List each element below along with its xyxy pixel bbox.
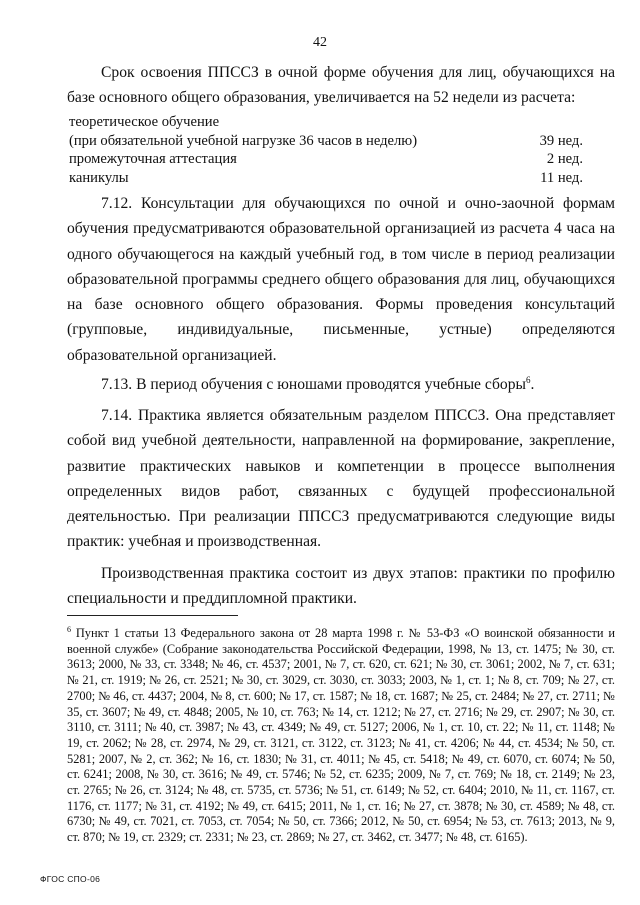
document-stamp: ФГОС СПО-06 — [40, 874, 101, 884]
attestation-label: промежуточная аттестация — [69, 151, 237, 167]
schedule-row-theory — [69, 113, 583, 132]
intro-paragraph: Срок освоения ППССЗ в очной форме обучения для лиц, обучающихся на базе основного общего образования, увеличивается на 52 недели из расчета: — [67, 64, 615, 107]
footnote-text: Пункт 1 статьи 13 Федерального закона от 28 марта 1998 г. № 53-ФЗ «О воинской обязанности и военной службе» (Собрание законодательства Российской Федерации, 1998, № 13, ст. 1475; № 30, ст. 3613; 2000, № 33, ст. 3348; № 46, ст. 4537; 2001, № 7, ст. 620, ст. 621; № 30, ст. 3061; 2002, № 7, ст. 631; № 21, ст. 1919; № 26, ст. 2521; № 30, ст. 3029, ст. 3030, ст. 3033; 2003, № 1, ст. 1; № 8, ст. 709; № 27, ст. 2700; № 46, ст. 4437; 2004, № 8, ст. 600; № 17, ст. 1587; № 18, ст. 1687; № 25, ст. 2484; № 27, ст. 2711; № 35, ст. 3607; № 49, ст. 4848; 2005, № 10, ст. 763; № 14, ст. 1212; № 27, ст. 2716; № 29, ст. 2907; № 30, ст. 3110, ст. 3111; № 40, ст. 3987; № 43, ст. 4349; № 49, ст. 5127; 2006, № 1, ст. 10, ст. 22; № 11, ст. 1148; № 19, ст. 2062; № 28, ст. 2974, № 29, ст. 3121, ст. 3122, ст. 3123; № 41, ст. 4206; № 44, ст. 4534; № 50, ст. 5281; 2007, № 2, ст. 362; № 16, ст. 1830; № 31, ст. 4011; № 45, ст. 5418; № 49, ст. 6070, ст. 6074; № 50, ст. 6241; 2008, № 30, ст. 3616; № 49, ст. 5746; № 52, ст. 6235; 2009, № 7, ст. 769; № 18, ст. 2149; № 23, ст. 2765; № 26, ст. 3124; № 48, ст. 5735, ст. 5736; № 51, ст. 6149; № 52, ст. 6404; 2010, № 11, ст. 1167, ст. 1176, ст. 1177; № 31, ст. 4192; № 49, ст. 6415; 2011, № 1, ст. 16; № 27, ст. 3878; № 30, ст. 4589; № 48, ст. 6730; № 49, ст. 7021, ст. 7053, ст. 7054; № 50, ст. 7366; 2012, № 50, ст. 6954; № 53, ст. 7613; 2013, № 9, ст. 870; № 19, ст. 2329; ст. 2331; № 23, ст. 2869; № 27, ст. 3462, ст. 3477; № 48, ст. 6165). — [67, 626, 615, 845]
paragraph-7-13-end: . — [530, 376, 535, 393]
schedule-row-load — [69, 132, 583, 151]
paragraph-7-12: 7.12. Консультации для обучающихся по очной и очно-заочной формам обучения предусматриваются образовательной организацией из расчета 4 часа на одного обучающегося на каждый учебный год, в том числе в период реализации образовательной программы среднего общего образования для лиц, обучающихся на базе основного общего образования. Формы проведения консультаций (групповые, индивидуальные, письменные, устные) определяются образовательной организацией. — [67, 195, 615, 364]
holidays-label: каникулы — [69, 169, 129, 186]
attestation-value: 2 нед. — [546, 151, 583, 167]
paragraph-production-practice: Производственная практика состоит из двух этапов: практики по профилю специальности и преддипломной практики. — [67, 565, 615, 608]
study-schedule — [69, 113, 583, 187]
paragraph-7-13-text: 7.13. В период обучения с юношами проводятся учебные сборы — [101, 376, 526, 393]
load-value: 39 нед. — [539, 132, 583, 149]
paragraph-7-13 — [67, 372, 615, 397]
footnote-reference: 6 — [525, 374, 531, 385]
page-number: 42 — [313, 35, 327, 50]
load-label: (при обязательной учебной нагрузке 36 часов в неделю) — [69, 132, 418, 149]
holidays-value: 11 нед. — [540, 169, 583, 186]
paragraph-7-14: 7.14. Практика является обязательным разделом ППССЗ. Она представляет собой вид учебной деятельности, направленной на формирование, закрепление, развитие практических навыков и компетенции в процессе выполнения определенных видов работ, связанных с будущей профессиональной деятельностью. При реализации ППССЗ предусматриваются следующие виды практик: учебная и производственная. — [67, 407, 615, 551]
footnote-separator — [67, 615, 238, 616]
footnote-number: 6 — [67, 624, 71, 634]
schedule-row-attestation — [69, 150, 583, 169]
footnote — [67, 626, 615, 846]
theory-label: теоретическое обучение — [69, 114, 220, 130]
schedule-row-holidays — [69, 169, 583, 188]
